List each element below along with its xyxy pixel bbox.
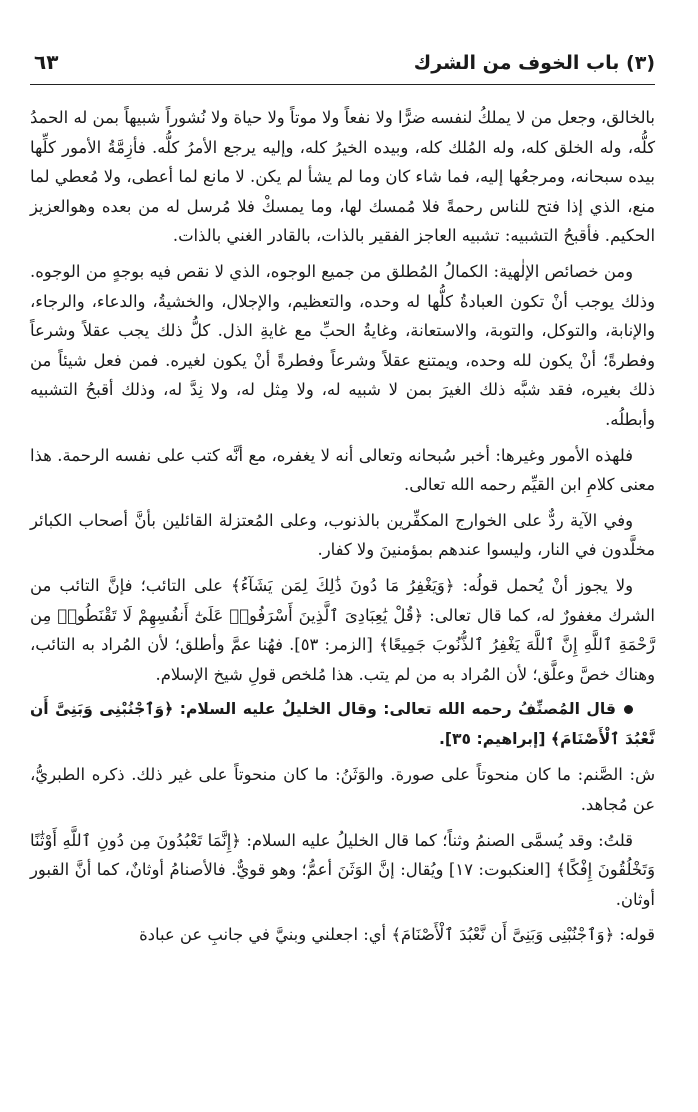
paragraph: ومن خصائص الإلٰهية: الكمالُ المُطلق من جميع الوجوه، الذي لا نقص فيه بوجهٍ من الوجوه. وذلك يوجب أنْ تكون العبادةُ كلُّها له وحده، والتعظيم، والإجلال، والخشيةُ، والدعاء، والرجاء، والإنابة، والتوكل، والتوبة، والاستعانة، وغايةُ الحبِّ مع غايةِ الذل. كلُّ ذلك يجب عقلاً وشرعاً وفطرةً؛ أنْ يكون لله وحده، ويمتنع عقلاً وشرعاً وفطرةً أنْ يكون لغيره. فمن فعل شيئاً من ذلك بغيره، فقد شبَّه ذلك الغيرَ بمن لا شبيه له، ولا مِثل له، ولا نِدَّ له، وذلك أقبحُ التشبيه وأبطلُه. <box>30 261 655 429</box>
running-title: (٣) باب الخوف من الشرك <box>413 52 655 74</box>
bullet-icon <box>624 705 633 714</box>
paragraph: وفي الآية ردٌّ على الخوارج المكفِّرين بالذنوب، وعلى المُعتزلة القائلين بأنَّ أصحاب الكبائر مخلَّدون في النار، وليسوا عندهم بمؤمنينَ ولا كفار. <box>30 510 655 560</box>
paragraph: قلتُ: وقد يُسمَّى الصنمُ وثناً؛ كما قال الخليلُ عليه السلام: ﴿إِنَّمَا تَعْبُدُونَ مِن دُونِ ٱللَّهِ أَوْثَٰنًا وَتَخْلُقُونَ إِفْكًا﴾ [العنكبوت: ١٧] ويُقال: إنَّ الوَثَنَ أعمُّ؛ وهو قويٌّ. فالأصنامُ أوثانٌ، كما أنَّ القبور أوثان. <box>30 830 655 909</box>
paragraph: ولا يجوز أنْ يُحمل قولُه: ﴿وَيَغْفِرُ مَا دُونَ ذَٰلِكَ لِمَن يَشَآءُ﴾ على التائب؛ فإنَّ التائب من الشرك مغفورٌ له، كما قال تعالى: ﴿قُلْ يَٰعِبَادِىَ ٱلَّذِينَ أَسْرَفُوا۟ عَلَىٰٓ أَنفُسِهِمْ لَا تَقْنَطُوا۟ مِن رَّحْمَةِ ٱللَّهِ إِنَّ ٱللَّهَ يَغْفِرُ ٱلذُّنُوبَ جَمِيعًا﴾ [الزمر: ٥٣]. فهُنا عمَّ وأطلق؛ لأن المُراد به التائب، وهناك خصَّ وعلَّق؛ لأن المُراد به من لم يتب. هذا مُلخص قولِ شيخ الإسلام. <box>30 575 655 684</box>
book-page <box>30 50 655 956</box>
paragraph: بالخالق، وجعل من لا يملكُ لنفسه ضرًّا ولا نفعاً ولا موتاً ولا حياة ولا نُشوراً شبيهاً بمن له الحمدُ كلُّه، وله الخلق كله، وله المُلك كله، وبيده الخيرُ كله، وإليه يرجع الأمرُ كلُّه. فأزِمَّةُ الأمور كلِّها بيده سبحانه، ومرجعُها إليه، فما شاء كان وما لم يشأ لم يكن. لا مانع لما أعطى، ولا مُعطي لما منع، الذي إذا فتح للناس رحمةً فلا مُمسك لها، وما يمسكْ فلا مُرسل له من بعده وهوالعزيز الحكيم. فأقبحُ التشبيه: تشبيه العاجز الفقير بالذات، بالقادر الغني بالذات. <box>30 108 655 246</box>
page-number: ٦٣ <box>34 50 59 74</box>
paragraph: قوله: ﴿وَٱجْنُبْنِى وَبَنِىَّ أَن نَّعْبُدَ ٱلْأَصْنَامَ﴾ أي: اجعلني وبنيَّ في جانبِ عن عبادة <box>139 925 655 945</box>
author-statement <box>30 695 655 754</box>
paragraph: ش: الصَّنم: ما كان منحوتاً على صورة. والوَثَنُ: ما كان منحوتاً على غير ذلك. ذكره الطبريُّ، عن مُجاهد. <box>30 765 655 815</box>
page-body <box>30 103 655 950</box>
author-statement-text: قال المُصنِّفُ رحمه الله تعالى: وقال الخليلُ عليه السلام: ﴿وَٱجْنُبْنِى وَبَنِىَّ أَن نَّعْبُدَ ٱلْأَصْنَامَ﴾ [إبراهيم: ٣٥]. <box>30 700 655 748</box>
page-header <box>30 50 655 85</box>
paragraph: فلهذه الأمور وغيرها: أخبر سُبحانه وتعالى أنه لا يغفره، مع أنَّه كتب على نفسه الرحمة. هذا معنى كلامِ ابن القيِّم رحمه الله تعالى. <box>30 445 655 495</box>
